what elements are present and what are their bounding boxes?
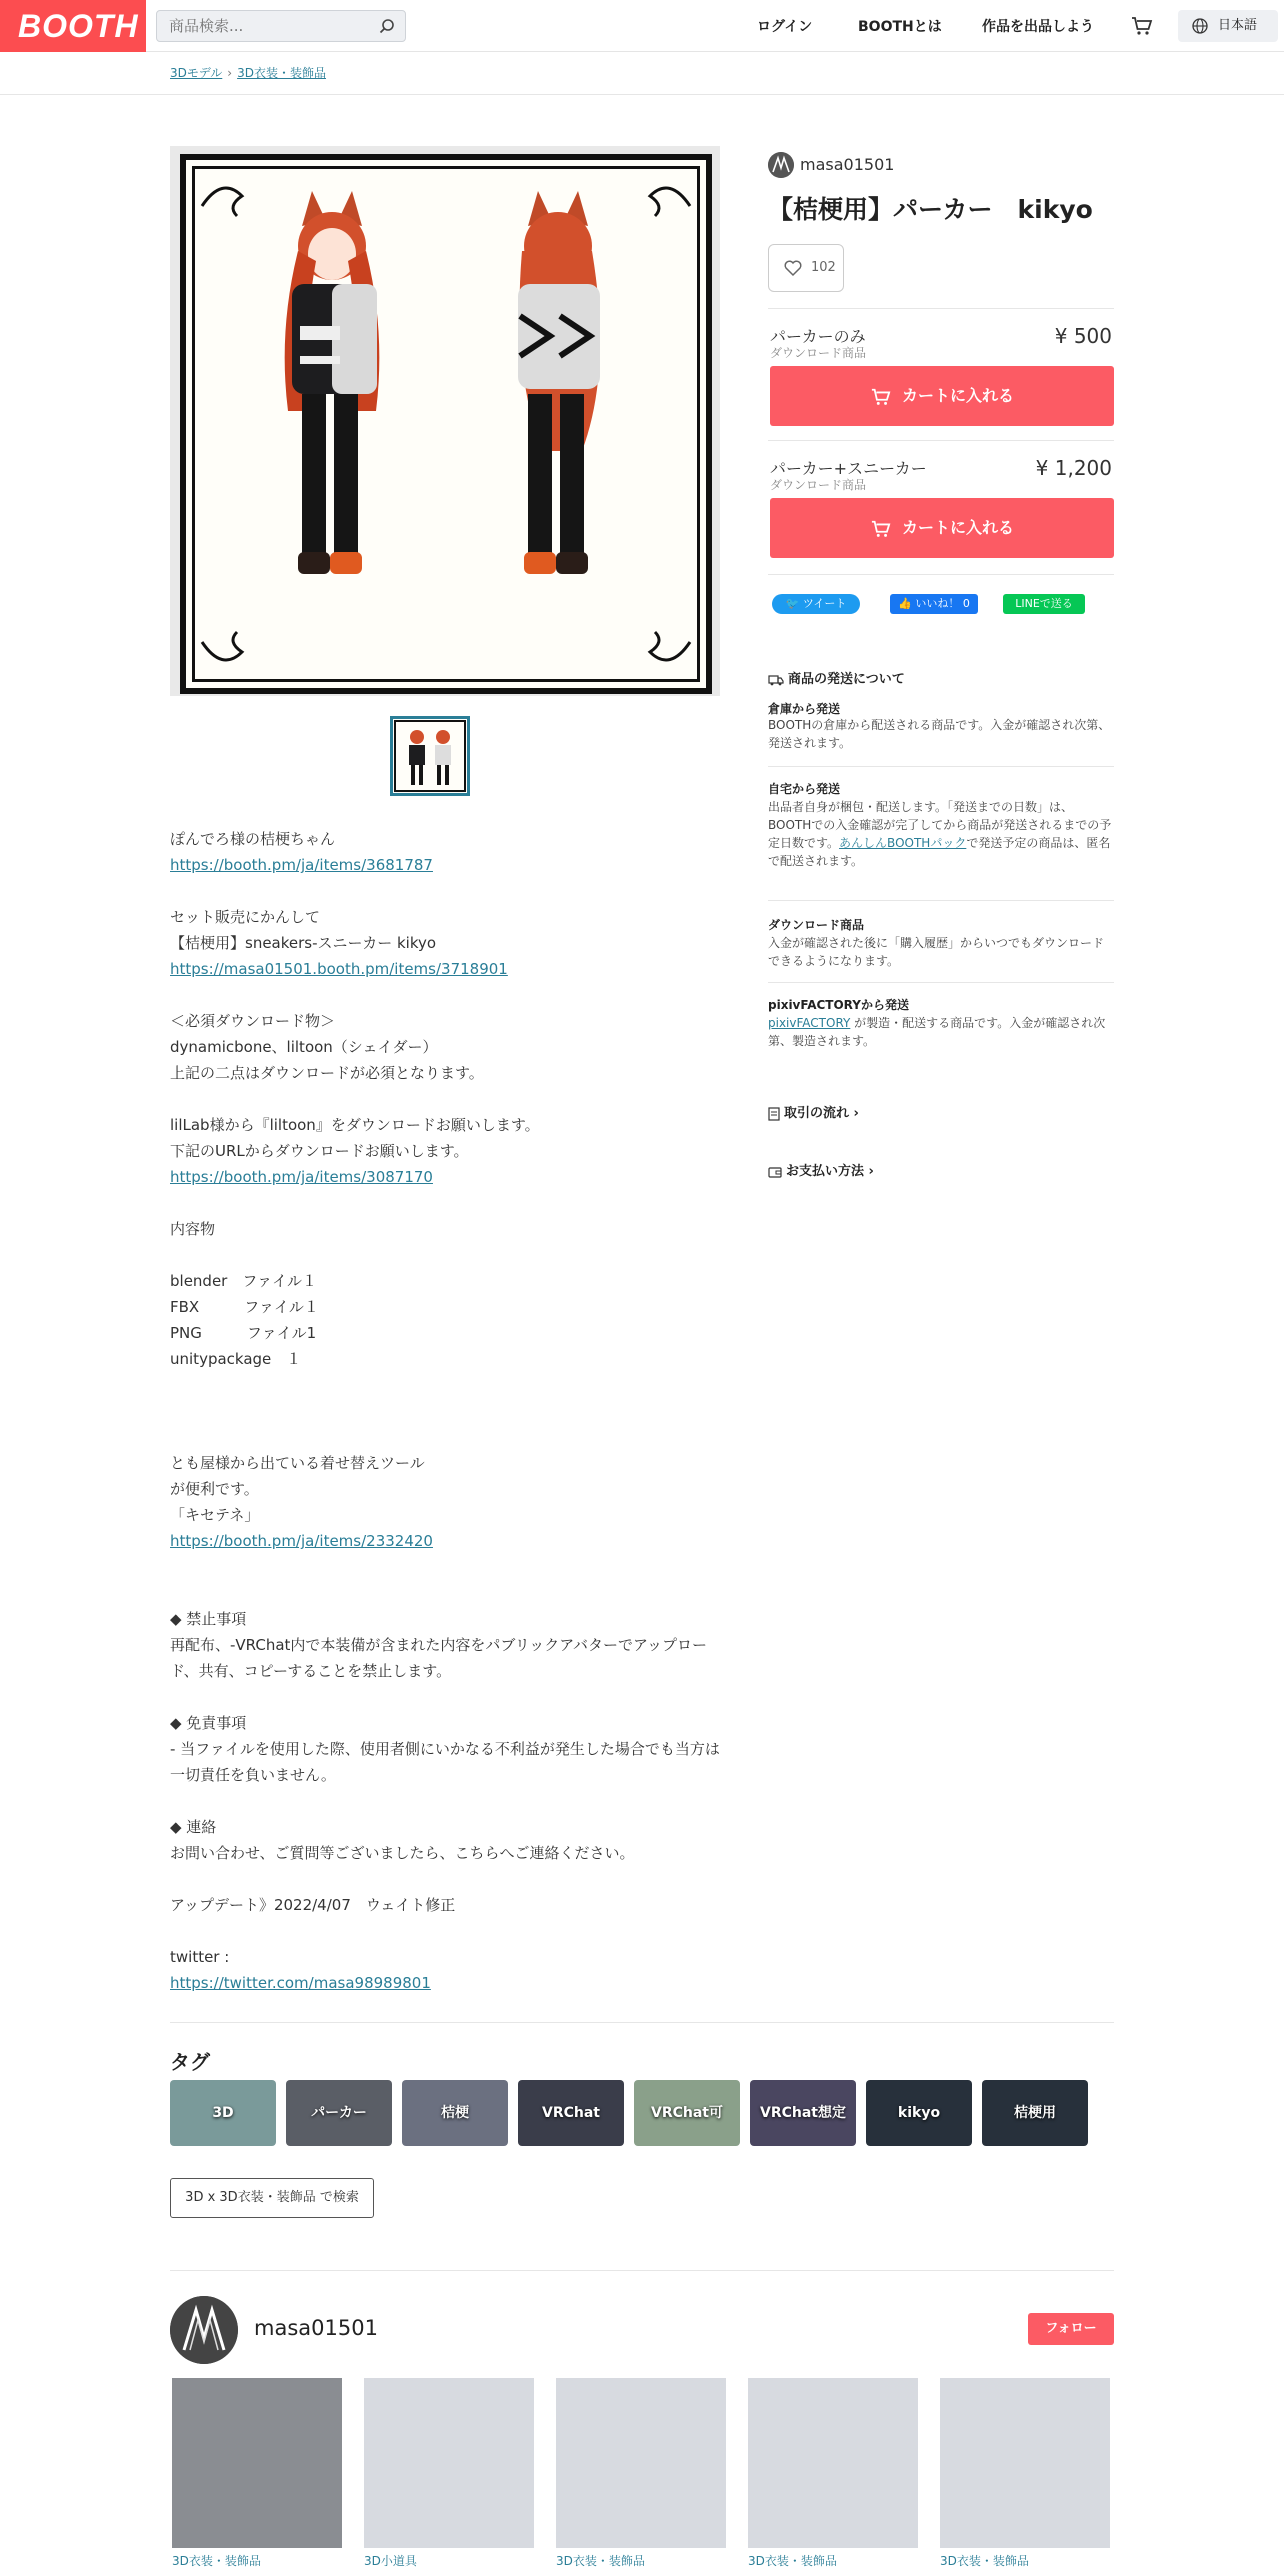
description-line: FBX ファイル１	[170, 1298, 319, 1316]
description-line: PNG ファイル1	[170, 1324, 317, 1342]
description-line: ＜必須ダウンロード物＞	[170, 1012, 336, 1030]
tag-item[interactable]: VRChat	[518, 2080, 624, 2146]
description-line	[170, 1918, 730, 1944]
like-button[interactable]	[768, 244, 844, 292]
shipping-warehouse-desc: BOOTHの倉庫から配送される商品です。入金が確認され次第、発送されます。	[768, 718, 1111, 750]
breadcrumb	[170, 64, 326, 81]
shipping-factory-desc: pixivFACTORY が製造・配送する商品です。入金が確認され次第、製造されます。	[768, 1016, 1106, 1048]
heart-icon	[783, 258, 803, 278]
start-selling-link[interactable]: 作品を出品しよう	[982, 19, 1094, 35]
description-line: 【桔梗用】sneakers-スニーカー kikyo	[170, 934, 437, 952]
shipping-download-title: ダウンロード商品	[768, 918, 865, 932]
tweet-button[interactable]: 🐦 ツイート	[772, 594, 860, 614]
description-line: ぽんでろ様の桔梗ちゃん	[170, 830, 336, 848]
description-line: lilLab様から『liltoon』をダウンロードお願いします。	[170, 1116, 540, 1134]
description-line: ◆ 禁止事項	[170, 1610, 247, 1628]
tag-item[interactable]: VRChat想定	[750, 2080, 856, 2146]
product-description	[170, 826, 730, 1996]
description-line	[170, 1190, 730, 1216]
character-illustration	[192, 166, 700, 682]
language-label: 日本語	[1218, 18, 1258, 33]
shipping-warehouse-title: 倉庫から発送	[768, 702, 841, 716]
description-line	[170, 1372, 730, 1398]
chevron-right-icon: ›	[227, 66, 233, 80]
variant-name: パーカー+スニーカー	[770, 459, 927, 478]
shipping-heading: 商品の発送について	[768, 668, 905, 687]
anshin-booth-link[interactable]: あんしんBOOTHパック	[839, 836, 967, 850]
variant-type: ダウンロード商品	[770, 478, 867, 492]
shop-item-card[interactable]	[940, 2378, 1110, 2548]
description-line	[170, 1866, 730, 1892]
shop-avatar[interactable]	[768, 152, 794, 178]
description-line: unitypackage １	[170, 1350, 302, 1368]
description-line: 下記のURLからダウンロードお願いします。	[170, 1142, 469, 1160]
breadcrumb-divider	[0, 94, 1284, 95]
booth-logo[interactable]: BOOTH	[0, 0, 146, 52]
description-link-line	[170, 1970, 730, 1996]
variant-price: ¥ 500	[1054, 324, 1112, 348]
shipping-home-title: 自宅から発送	[768, 782, 841, 796]
shop-item-card[interactable]	[748, 2378, 918, 2548]
tag-item[interactable]: 3D	[170, 2080, 276, 2146]
description-line	[170, 1684, 730, 1710]
shop-item-category[interactable]: 3D衣装・装飾品	[556, 2554, 645, 2568]
description-line: 「キセテネ」	[170, 1506, 260, 1524]
variant-type: ダウンロード商品	[770, 346, 867, 360]
search-box[interactable]	[156, 10, 406, 42]
shop-item-category[interactable]: 3D衣装・装飾品	[940, 2554, 1029, 2568]
shop-item-category[interactable]: 3D衣装・装飾品	[748, 2554, 837, 2568]
description-line: blender ファイル１	[170, 1272, 318, 1290]
shop-item-card[interactable]	[172, 2378, 342, 2548]
category-search-button[interactable]: 3D x 3D衣装・装飾品 で検索	[170, 2178, 374, 2218]
description-line: 上記の二点はダウンロードが必須となります。	[170, 1064, 484, 1082]
tag-item[interactable]: 桔梗	[402, 2080, 508, 2146]
description-link-line	[170, 1528, 730, 1554]
shop-name[interactable]: masa01501	[800, 155, 895, 174]
variant-price: ¥ 1,200	[1035, 456, 1112, 480]
description-line: セット販売にかんして	[170, 908, 321, 926]
description-line	[170, 982, 730, 1008]
description-link[interactable]: https://booth.pm/ja/items/3681787	[170, 856, 433, 874]
shop-item-category[interactable]: 3D小道具	[364, 2554, 417, 2568]
facebook-like-button[interactable]: 👍 いいね！ 0	[890, 594, 978, 614]
tag-item[interactable]: 桔梗用	[982, 2080, 1088, 2146]
shop-item-category[interactable]: 3D衣装・装飾品	[172, 2554, 261, 2568]
description-line	[170, 1398, 730, 1424]
thumbnail-image	[393, 719, 467, 793]
site-header	[0, 0, 1284, 52]
tags-heading: タグ	[170, 2050, 210, 2074]
description-line	[170, 1788, 730, 1814]
description-line	[170, 1086, 730, 1112]
description-line: お問い合わせ、ご質問等ございましたら、こちらへご連絡ください。	[170, 1844, 635, 1862]
description-line: が便利です。	[170, 1480, 259, 1498]
cart-icon[interactable]	[1130, 14, 1154, 38]
line-share-button[interactable]: LINEで送る	[1003, 594, 1085, 614]
product-title: 【桔梗用】パーカー kikyo	[768, 195, 1093, 224]
description-line: ◆ 免責事項	[170, 1714, 247, 1732]
shop-name-large[interactable]: masa01501	[254, 2316, 378, 2340]
description-line: とも屋様から出ている着せ替えツール	[170, 1454, 425, 1472]
payment-method-link[interactable]: お支払い方法 ›	[768, 1160, 874, 1179]
shipping-download-desc: 入金が確認された後に「購入履歴」からいつでもダウンロードできるようになります。	[768, 936, 1105, 968]
description-line	[170, 1554, 730, 1580]
transaction-flow-link[interactable]: 取引の流れ ›	[768, 1102, 859, 1121]
search-input[interactable]	[157, 11, 357, 41]
globe-icon	[1192, 18, 1208, 34]
description-line	[170, 878, 730, 904]
description-line: dynamicbone、liltoon（シェイダー）	[170, 1038, 438, 1056]
shop-item-card[interactable]	[364, 2378, 534, 2548]
login-link[interactable]: ログイン	[757, 19, 813, 35]
like-count: 102	[811, 260, 836, 275]
description-line	[170, 1242, 730, 1268]
add-to-cart-button[interactable]: カートに入れる	[770, 498, 1114, 558]
follow-button[interactable]: フォロー	[1028, 2313, 1114, 2345]
breadcrumb-3d-clothing[interactable]: 3D衣装・装飾品	[237, 66, 326, 80]
description-line: - 当ファイルを使用した際、使用者側にいかなる不利益が発生した場合でも当方は一切責任を負いません。	[170, 1740, 720, 1784]
shop-item-card[interactable]	[556, 2378, 726, 2548]
language-selector[interactable]	[1178, 10, 1278, 42]
truck-icon	[768, 674, 784, 686]
description-line	[170, 1424, 730, 1450]
product-main-image[interactable]	[170, 146, 720, 696]
description-link[interactable]: https://masa01501.booth.pm/items/3718901	[170, 960, 508, 978]
search-icon[interactable]	[379, 18, 395, 34]
cart-icon	[870, 387, 892, 407]
image-frame	[180, 154, 712, 694]
tag-item[interactable]: kikyo	[866, 2080, 972, 2146]
description-line	[170, 1580, 730, 1606]
description-line: 再配布、-VRChat内で本装備が含まれた内容をパブリックアバターでアップロード、共有、コピーすることを禁止します。	[170, 1636, 707, 1680]
shipping-factory-title: pixivFACTORYから発送	[768, 998, 909, 1012]
shop-avatar-large[interactable]	[170, 2296, 238, 2364]
description-line: アップデート》2022/4/07 ウェイト修正	[170, 1896, 456, 1914]
description-line: 内容物	[170, 1220, 216, 1238]
description-line: twitter :	[170, 1948, 230, 1966]
pixiv-factory-link[interactable]: pixivFACTORY	[768, 1016, 851, 1030]
cart-icon	[870, 519, 892, 539]
description-link[interactable]: https://booth.pm/ja/items/2332420	[170, 1532, 433, 1550]
about-booth-link[interactable]: BOOTHとは	[858, 19, 942, 35]
tag-item[interactable]: パーカー	[286, 2080, 392, 2146]
breadcrumb-3d-model[interactable]: 3Dモデル	[170, 66, 223, 80]
description-line: ◆ 連絡	[170, 1818, 217, 1836]
tag-item[interactable]: VRChat可	[634, 2080, 740, 2146]
shipping-home-desc: 出品者自身が梱包・配送します。「発送までの日数」は、BOOTHでの入金確認が完了してから商品が発送されるまでの予定日数です。あんしんBOOTHパックで発送予定の商品は、匿名で配送されます。	[768, 800, 1112, 868]
add-to-cart-button[interactable]: カートに入れる	[770, 366, 1114, 426]
description-link-line	[170, 1164, 730, 1190]
product-thumbnail[interactable]	[390, 716, 470, 796]
description-link-line	[170, 956, 730, 982]
description-link-line	[170, 852, 730, 878]
description-link[interactable]: https://booth.pm/ja/items/3087170	[170, 1168, 433, 1186]
variant-name: パーカーのみ	[770, 327, 866, 346]
description-link[interactable]: https://twitter.com/masa98989801	[170, 1974, 431, 1992]
wallet-icon	[768, 1166, 782, 1178]
document-icon	[768, 1107, 780, 1121]
